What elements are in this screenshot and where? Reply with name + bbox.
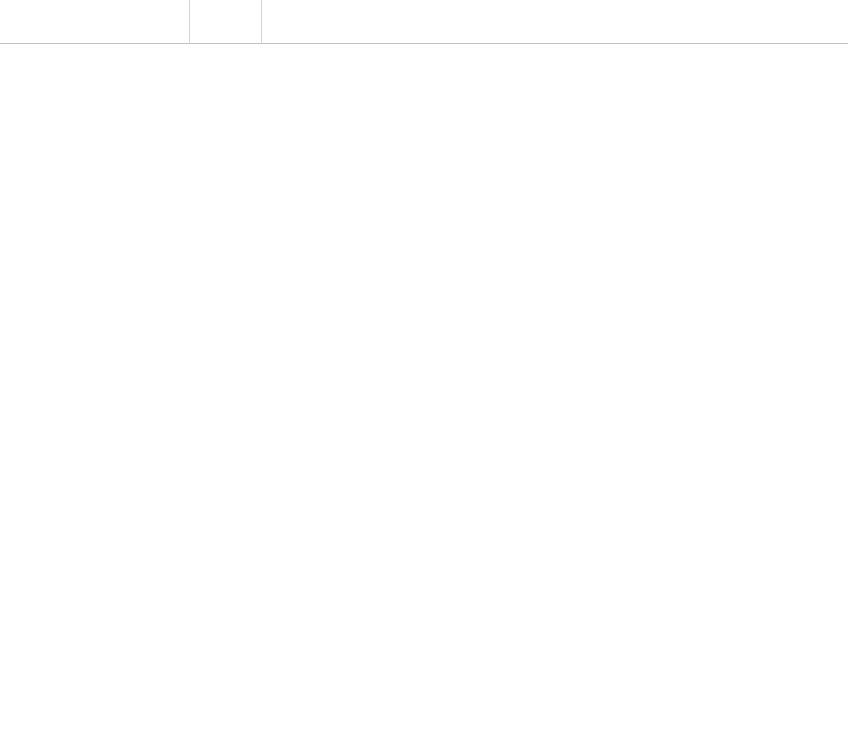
header-comment[interactable] xyxy=(262,0,848,44)
header-score[interactable] xyxy=(190,0,262,44)
header-name[interactable] xyxy=(0,0,190,44)
